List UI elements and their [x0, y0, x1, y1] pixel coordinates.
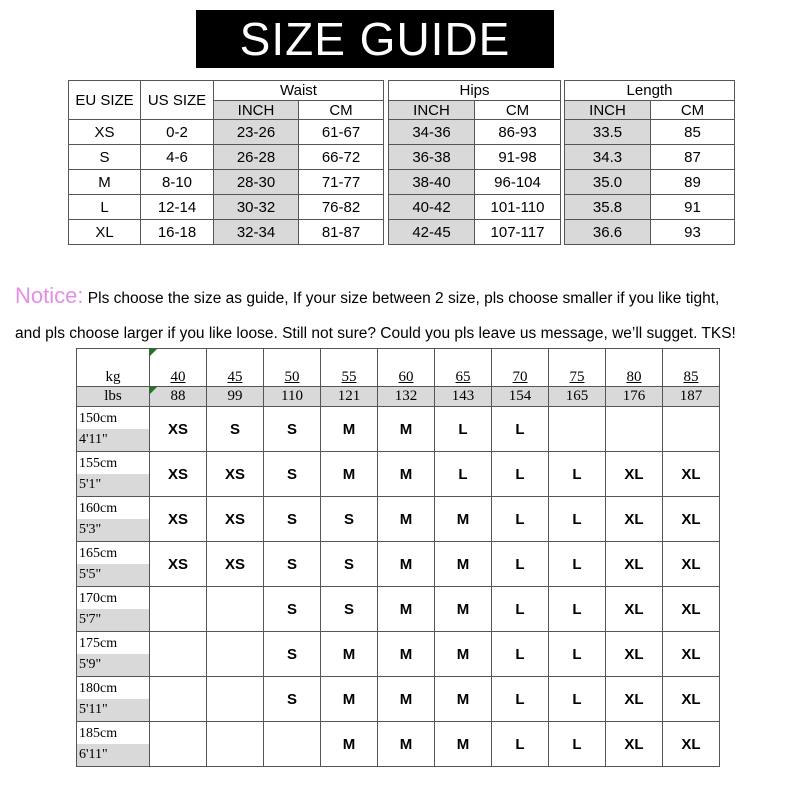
size-recommendation: L [492, 722, 549, 767]
waist-inch-cell: 26-28 [214, 145, 299, 170]
size-recommendation: XL [663, 632, 720, 677]
table-row [77, 497, 720, 542]
size-recommendation: L [549, 722, 606, 767]
size-recommendation: M [435, 542, 492, 587]
lbs-value: 121 [321, 387, 378, 407]
kg-value: 45 [207, 349, 264, 387]
size-recommendation: L [549, 677, 606, 722]
height-ft: 5'1" [77, 474, 149, 496]
lbs-value: 187 [663, 387, 720, 407]
height-cm: 155cm [79, 456, 118, 471]
waist-inch-cell: 32-34 [214, 220, 299, 245]
size-recommendation: M [378, 722, 435, 767]
table-row [77, 722, 720, 767]
kg-value: 70 [492, 349, 549, 387]
size-cell: XS [69, 120, 141, 145]
size-recommendation [549, 407, 606, 452]
length-inch-cell: 35.8 [565, 195, 651, 220]
height-cell [77, 677, 150, 722]
lbs-value: 143 [435, 387, 492, 407]
size-recommendation: XS [150, 452, 207, 497]
size-cell: L [69, 195, 141, 220]
waist-header: Waist [214, 81, 384, 101]
waist-cm-cell: 81-87 [299, 220, 384, 245]
size-recommendation: L [549, 632, 606, 677]
notice-line-2: and pls choose larger if you like loose. Still not sure? Could you pls leave us message, we’ll sugget. TKS! [15, 325, 736, 342]
height-cell [77, 407, 150, 452]
size-cell: XL [69, 220, 141, 245]
height-cell [77, 632, 150, 677]
size-recommendation: L [549, 452, 606, 497]
cell-marker-icon [150, 387, 157, 394]
hips-cm-cell: 91-98 [475, 145, 561, 170]
height-cm: 170cm [79, 591, 118, 606]
size-recommendation [606, 407, 663, 452]
size-recommendation: M [435, 497, 492, 542]
size-recommendation: XL [663, 587, 720, 632]
hips-header: Hips [389, 81, 561, 101]
size-recommendation: S [264, 632, 321, 677]
size-recommendation: S [321, 497, 378, 542]
size-recommendation: M [378, 452, 435, 497]
lbs-value: 165 [549, 387, 606, 407]
lbs-value: 132 [378, 387, 435, 407]
size-recommendation: L [549, 542, 606, 587]
size-recommendation: L [492, 677, 549, 722]
length-header: Length [565, 81, 735, 101]
lbs-value-text: 88 [170, 388, 186, 404]
size-cell: S [69, 145, 141, 170]
size-recommendation: XL [606, 587, 663, 632]
size-recommendation: XL [663, 677, 720, 722]
lbs-value: 110 [264, 387, 321, 407]
height-cm: 150cm [79, 411, 118, 426]
kg-value: 60 [378, 349, 435, 387]
notice-keyword: Notice: [15, 283, 84, 308]
cell-marker-icon [150, 349, 157, 356]
height-ft: 5'7" [77, 609, 149, 631]
us-size-cell: 16-18 [141, 220, 214, 245]
length-cm-cell: 87 [651, 145, 735, 170]
size-recommendation: L [549, 497, 606, 542]
size-recommendation: L [492, 587, 549, 632]
size-recommendation: XS [150, 542, 207, 587]
height-cell [77, 497, 150, 542]
page-title: SIZE GUIDE [196, 10, 554, 68]
weight-height-chart [76, 348, 720, 767]
height-cm: 160cm [79, 501, 118, 516]
size-recommendation: M [321, 407, 378, 452]
size-table [68, 80, 214, 245]
size-recommendation: L [492, 542, 549, 587]
hips-inch-cell: 42-45 [389, 220, 475, 245]
size-recommendation: XL [606, 497, 663, 542]
size-recommendation: XL [606, 632, 663, 677]
us-size-header: US SIZE [141, 81, 214, 120]
lbs-value: 99 [207, 387, 264, 407]
length-inch-cell: 34.3 [565, 145, 651, 170]
size-recommendation: XL [663, 722, 720, 767]
size-recommendation: M [378, 587, 435, 632]
size-recommendation: M [378, 407, 435, 452]
size-recommendation: L [492, 452, 549, 497]
hips-inch-cell: 36-38 [389, 145, 475, 170]
inch-header: INCH [214, 101, 299, 120]
height-cm: 185cm [79, 726, 118, 741]
height-ft: 5'11" [77, 699, 149, 721]
notice-line-1: Pls choose the size as guide, If your size between 2 size, pls choose smaller if you like tight, [87, 290, 720, 307]
size-recommendation [207, 677, 264, 722]
size-recommendation: XL [606, 452, 663, 497]
length-cm-cell: 85 [651, 120, 735, 145]
table-row [77, 632, 720, 677]
size-recommendation [150, 677, 207, 722]
size-recommendation: S [207, 407, 264, 452]
size-recommendation: S [264, 497, 321, 542]
hips-inch-cell: 40-42 [389, 195, 475, 220]
height-ft: 4'11" [77, 429, 149, 451]
eu-size-header: EU SIZE [69, 81, 141, 120]
cm-header: CM [299, 101, 384, 120]
notice-text [15, 278, 795, 351]
size-recommendation [150, 587, 207, 632]
kg-value: 75 [549, 349, 606, 387]
size-recommendation: XL [663, 452, 720, 497]
size-recommendation [150, 722, 207, 767]
size-recommendation: XL [663, 542, 720, 587]
size-recommendation: M [378, 542, 435, 587]
size-recommendation: XL [606, 722, 663, 767]
size-recommendation: L [435, 407, 492, 452]
kg-value: 65 [435, 349, 492, 387]
hips-cm-cell: 107-117 [475, 220, 561, 245]
size-recommendation: S [264, 542, 321, 587]
inch-header: INCH [565, 101, 651, 120]
waist-cm-cell: 61-67 [299, 120, 384, 145]
size-recommendation [150, 632, 207, 677]
table-row [77, 407, 720, 452]
kg-value: 85 [663, 349, 720, 387]
size-cell: M [69, 170, 141, 195]
length-cm-cell: 91 [651, 195, 735, 220]
size-recommendation: XL [606, 677, 663, 722]
length-cm-cell: 89 [651, 170, 735, 195]
hips-cm-cell: 101-110 [475, 195, 561, 220]
hips-cm-cell: 86-93 [475, 120, 561, 145]
table-row [77, 452, 720, 497]
size-recommendation: M [378, 632, 435, 677]
size-recommendation: M [435, 632, 492, 677]
kg-value [150, 349, 207, 387]
waist-inch-cell: 23-26 [214, 120, 299, 145]
size-recommendation: L [492, 407, 549, 452]
hips-inch-cell: 34-36 [389, 120, 475, 145]
us-size-cell: 4-6 [141, 145, 214, 170]
size-recommendation: L [435, 452, 492, 497]
waist-cm-cell: 66-72 [299, 145, 384, 170]
size-recommendation: XL [606, 542, 663, 587]
height-ft: 6'11" [77, 744, 149, 766]
size-recommendation: XL [663, 497, 720, 542]
lbs-value: 176 [606, 387, 663, 407]
waist-table [213, 80, 384, 245]
size-recommendation: S [264, 407, 321, 452]
kg-value: 55 [321, 349, 378, 387]
size-recommendation: S [264, 587, 321, 632]
size-recommendation [207, 587, 264, 632]
table-row [77, 677, 720, 722]
size-recommendation: M [378, 677, 435, 722]
table-row [77, 542, 720, 587]
length-cm-cell: 93 [651, 220, 735, 245]
waist-inch-cell: 30-32 [214, 195, 299, 220]
size-recommendation: M [435, 722, 492, 767]
size-recommendation: M [321, 722, 378, 767]
height-cell [77, 542, 150, 587]
height-cm: 180cm [79, 681, 118, 696]
height-cell [77, 587, 150, 632]
size-recommendation: S [321, 542, 378, 587]
height-cell [77, 722, 150, 767]
size-recommendation [207, 632, 264, 677]
cm-header: CM [651, 101, 735, 120]
height-cm: 165cm [79, 546, 118, 561]
cm-header: CM [475, 101, 561, 120]
size-recommendation [264, 722, 321, 767]
kg-value: 50 [264, 349, 321, 387]
size-recommendation: XS [150, 407, 207, 452]
length-inch-cell: 33.5 [565, 120, 651, 145]
size-recommendation [207, 722, 264, 767]
lbs-value: 154 [492, 387, 549, 407]
us-size-cell: 0-2 [141, 120, 214, 145]
size-recommendation: XS [150, 497, 207, 542]
length-inch-cell: 35.0 [565, 170, 651, 195]
hips-inch-cell: 38-40 [389, 170, 475, 195]
waist-inch-cell: 28-30 [214, 170, 299, 195]
size-recommendation: L [549, 587, 606, 632]
height-cell [77, 452, 150, 497]
size-recommendation: M [321, 677, 378, 722]
size-recommendation: M [321, 452, 378, 497]
waist-cm-cell: 76-82 [299, 195, 384, 220]
size-recommendation: M [435, 677, 492, 722]
height-ft: 5'9" [77, 654, 149, 676]
size-recommendation: L [492, 497, 549, 542]
size-recommendation [663, 407, 720, 452]
size-recommendation: XS [207, 452, 264, 497]
inch-header: INCH [389, 101, 475, 120]
length-inch-cell: 36.6 [565, 220, 651, 245]
size-recommendation: XS [207, 542, 264, 587]
lbs-label: lbs [77, 387, 150, 407]
size-recommendation: XS [207, 497, 264, 542]
size-recommendation: M [435, 587, 492, 632]
kg-label: kg [77, 349, 150, 387]
waist-cm-cell: 71-77 [299, 170, 384, 195]
size-recommendation: M [378, 497, 435, 542]
kg-value-text: 40 [170, 369, 186, 385]
lbs-value [150, 387, 207, 407]
height-ft: 5'5" [77, 564, 149, 586]
table-row [77, 587, 720, 632]
us-size-cell: 12-14 [141, 195, 214, 220]
length-table [564, 80, 735, 245]
kg-value: 80 [606, 349, 663, 387]
size-recommendation: S [264, 452, 321, 497]
height-cm: 175cm [79, 636, 118, 651]
size-recommendation: L [492, 632, 549, 677]
hips-table [388, 80, 561, 245]
size-recommendation: M [321, 632, 378, 677]
hips-cm-cell: 96-104 [475, 170, 561, 195]
size-recommendation: S [264, 677, 321, 722]
size-recommendation: S [321, 587, 378, 632]
height-ft: 5'3" [77, 519, 149, 541]
us-size-cell: 8-10 [141, 170, 214, 195]
